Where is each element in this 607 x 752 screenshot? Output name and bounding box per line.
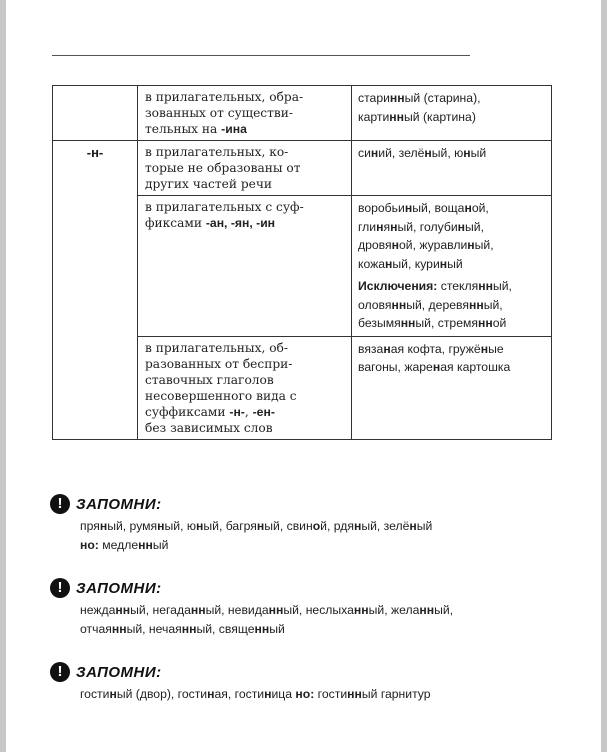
exclamation-icon: ! [50, 578, 70, 598]
remember-body: нежданный, негаданный, невиданный, неслыханный, желанный, отчаянный, нечаянный, священный [80, 603, 454, 636]
marker-cell-empty [53, 86, 138, 141]
remember-body: пряный, румяный, юный, багряный, свиной, рдяный, зелёный но: медленный [80, 519, 433, 552]
examples-cell: вязаная кофта, гружёные вагоны, жареная картошка [352, 336, 552, 439]
rule-cell: в прилагательных, ко- торые не образованы от других частей речи [138, 141, 352, 196]
spelling-rules-table [52, 85, 552, 440]
marker-cell [53, 141, 138, 440]
remember-title: ЗАПОМНИ: [76, 495, 162, 513]
remember-title: ЗАПОМНИ: [76, 579, 162, 597]
exclamation-icon: ! [50, 662, 70, 682]
remember-header [50, 493, 432, 515]
examples-cell: синий, зелёный, юный [352, 141, 552, 196]
rule-cell: в прилагательных, об- разованных от беспри- ставочных глаголов несовершенного вида с суффиксами -н-, -ен- без зависимых слов [138, 336, 352, 439]
remember-body: гостиный (двор), гостиная, гостиница но: гостинный гарнитур [80, 687, 431, 701]
remember-block [50, 493, 432, 554]
header-rule [52, 55, 470, 56]
remember-block [50, 577, 453, 638]
remember-block [50, 661, 431, 704]
examples-cell: воробьиный, вощаной, глиняный, голубиный, дровяной, журавлиный, кожаный, куриный Исключения: стеклянный, оловянный, деревянный, безымянный, стремянной [352, 196, 552, 337]
page-frame-right [601, 0, 607, 752]
remember-title: ЗАПОМНИ: [76, 663, 162, 681]
remember-header [50, 577, 453, 599]
suffix-marker: -н- [86, 145, 104, 160]
rule-cell: в прилагательных, обра- зованных от существи- тельных на -ина [138, 86, 352, 141]
table-row [53, 86, 552, 141]
exclamation-icon: ! [50, 494, 70, 514]
examples-cell: старинный (старина), картинный (картина) [352, 86, 552, 141]
remember-header [50, 661, 431, 683]
rule-cell: в прилагательных с суф- фиксами -ан, -ян, -ин [138, 196, 352, 337]
page-frame-left [0, 0, 6, 752]
table-row [53, 141, 552, 196]
